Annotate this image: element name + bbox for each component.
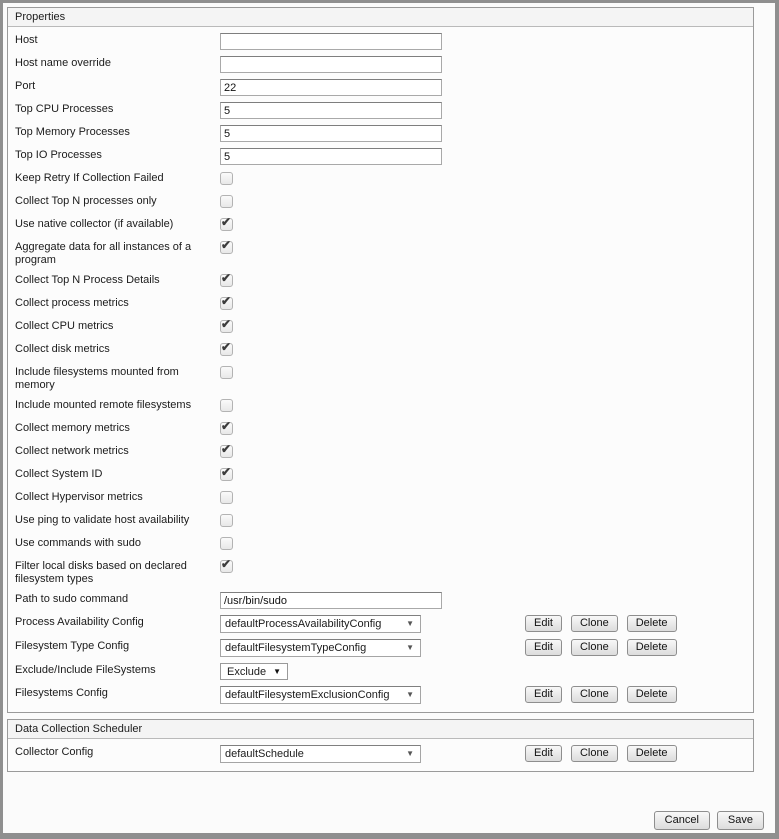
form-row-exclude-include-filesystems bbox=[15, 663, 753, 680]
filesystem-type-config-dropdown[interactable] bbox=[220, 639, 421, 657]
check-icon: ✔ bbox=[221, 442, 232, 456]
collect-process-metrics-checkbox[interactable] bbox=[220, 294, 233, 310]
dropdown-value: defaultFilesystemTypeConfig bbox=[225, 642, 367, 654]
exclude-include-filesystems-dropdown[interactable] bbox=[220, 663, 288, 680]
form-row-filter-local-disks-based-on-declared-filesystem-types bbox=[15, 559, 753, 586]
collect-top-n-process-details-checkbox[interactable] bbox=[220, 271, 233, 287]
form-row-use-ping-to-validate-host-availability bbox=[15, 513, 753, 530]
filesystem-type-config-label: Filesystem Type Config bbox=[15, 640, 130, 652]
filter-local-disks-based-on-declared-filesystem-types-checkbox[interactable] bbox=[220, 557, 233, 573]
process-availability-config-dropdown[interactable] bbox=[220, 615, 421, 633]
control-slot bbox=[220, 342, 525, 356]
host-input[interactable] bbox=[220, 33, 442, 50]
port-label: Port bbox=[15, 80, 36, 92]
form-row-host-name-override bbox=[15, 56, 753, 73]
include-filesystems-mounted-from-memory-label: Include filesystems mounted from memory bbox=[15, 366, 179, 391]
use-ping-to-validate-host-availability-label: Use ping to validate host availability bbox=[15, 514, 190, 526]
exclude-include-filesystems-label: Exclude/Include FileSystems bbox=[15, 664, 156, 676]
keep-retry-if-collection-failed-label: Keep Retry If Collection Failed bbox=[15, 172, 164, 184]
row-action-buttons bbox=[525, 745, 677, 762]
control-slot bbox=[220, 513, 525, 527]
control-slot bbox=[220, 490, 525, 504]
control-slot bbox=[220, 421, 525, 435]
host-label: Host bbox=[15, 34, 38, 46]
keep-retry-if-collection-failed-checkbox[interactable] bbox=[220, 172, 233, 185]
cancel-button[interactable]: Cancel bbox=[654, 811, 710, 830]
footer-actions bbox=[654, 811, 764, 830]
form-row-aggregate-data-for-all-instances-of-a-program bbox=[15, 240, 753, 267]
collect-network-metrics-label: Collect network metrics bbox=[15, 445, 129, 457]
filter-local-disks-based-on-declared-filesystem-types-label: Filter local disks based on declared filesystem types bbox=[15, 560, 187, 585]
control-slot bbox=[220, 194, 525, 208]
collector-config-label: Collector Config bbox=[15, 746, 94, 758]
form-row-collect-system-id bbox=[15, 467, 753, 484]
process-availability-config-label: Process Availability Config bbox=[15, 616, 144, 628]
use-native-collector-if-available-label: Use native collector (if available) bbox=[15, 218, 174, 230]
collect-cpu-metrics-label: Collect CPU metrics bbox=[15, 320, 114, 332]
control-slot bbox=[220, 444, 525, 458]
form-row-include-filesystems-mounted-from-memory bbox=[15, 365, 753, 392]
control-slot bbox=[220, 79, 525, 96]
collect-system-id-label: Collect System ID bbox=[15, 468, 103, 480]
panels-container bbox=[3, 7, 775, 772]
form-row-collect-memory-metrics bbox=[15, 421, 753, 438]
chevron-down-icon: ▼ bbox=[406, 619, 414, 628]
collect-hypervisor-metrics-label: Collect Hypervisor metrics bbox=[15, 491, 143, 503]
control-slot bbox=[220, 319, 525, 333]
form-row-filesystem-type-config bbox=[15, 639, 753, 657]
control-slot bbox=[220, 686, 525, 704]
control-slot bbox=[220, 559, 525, 573]
form-row-use-native-collector-if-available bbox=[15, 217, 753, 234]
check-icon: ✔ bbox=[221, 238, 232, 252]
control-slot bbox=[220, 639, 525, 657]
form-row-top-memory-processes bbox=[15, 125, 753, 142]
check-icon: ✔ bbox=[221, 557, 232, 571]
panel-body bbox=[8, 27, 753, 712]
control-slot bbox=[220, 663, 525, 680]
control-slot bbox=[220, 240, 525, 254]
top-cpu-processes-label: Top CPU Processes bbox=[15, 103, 114, 115]
form-row-collect-top-n-process-details bbox=[15, 273, 753, 290]
edit-button[interactable]: Edit bbox=[525, 686, 562, 703]
panel-body bbox=[8, 739, 753, 771]
delete-button[interactable]: Delete bbox=[627, 615, 677, 632]
edit-button[interactable]: Edit bbox=[525, 615, 562, 632]
form-row-host bbox=[15, 33, 753, 50]
form-row-collect-hypervisor-metrics bbox=[15, 490, 753, 507]
row-action-buttons bbox=[525, 639, 677, 656]
include-filesystems-mounted-from-memory-checkbox[interactable] bbox=[220, 366, 233, 379]
use-native-collector-if-available-checkbox[interactable] bbox=[220, 215, 233, 231]
collect-top-n-processes-only-label: Collect Top N processes only bbox=[15, 195, 157, 207]
top-io-processes-input[interactable] bbox=[220, 148, 442, 165]
control-slot bbox=[220, 536, 525, 550]
collect-hypervisor-metrics-checkbox[interactable] bbox=[220, 491, 233, 504]
use-commands-with-sudo-label: Use commands with sudo bbox=[15, 537, 141, 549]
check-icon: ✔ bbox=[221, 271, 232, 285]
use-commands-with-sudo-checkbox[interactable] bbox=[220, 537, 233, 550]
control-slot bbox=[220, 398, 525, 412]
form-row-collect-cpu-metrics bbox=[15, 319, 753, 336]
form-row-collect-network-metrics bbox=[15, 444, 753, 461]
chevron-down-icon: ▼ bbox=[273, 666, 282, 676]
collect-process-metrics-label: Collect process metrics bbox=[15, 297, 129, 309]
chevron-down-icon: ▼ bbox=[406, 643, 414, 652]
panel-data-collection-scheduler bbox=[7, 719, 754, 772]
path-to-sudo-command-input[interactable] bbox=[220, 592, 442, 609]
collector-config-dropdown[interactable] bbox=[220, 745, 421, 763]
delete-button[interactable]: Delete bbox=[627, 686, 677, 703]
clone-button[interactable]: Clone bbox=[571, 615, 618, 632]
control-slot bbox=[220, 615, 525, 633]
aggregate-data-for-all-instances-of-a-program-label: Aggregate data for all instances of a program bbox=[15, 241, 192, 266]
control-slot bbox=[220, 33, 525, 50]
use-ping-to-validate-host-availability-checkbox[interactable] bbox=[220, 514, 233, 527]
control-slot bbox=[220, 467, 525, 481]
control-slot bbox=[220, 125, 525, 142]
check-icon: ✔ bbox=[221, 340, 232, 354]
control-slot bbox=[220, 148, 525, 165]
control-slot bbox=[220, 171, 525, 185]
include-mounted-remote-filesystems-label: Include mounted remote filesystems bbox=[15, 399, 192, 411]
control-slot bbox=[220, 102, 525, 119]
panel-properties bbox=[7, 7, 754, 713]
port-input[interactable] bbox=[220, 79, 442, 96]
control-slot bbox=[220, 745, 525, 763]
row-action-buttons bbox=[525, 686, 677, 703]
filesystems-config-label: Filesystems Config bbox=[15, 687, 108, 699]
form-row-use-commands-with-sudo bbox=[15, 536, 753, 553]
form-row-process-availability-config bbox=[15, 615, 753, 633]
path-to-sudo-command-label: Path to sudo command bbox=[15, 593, 129, 605]
edit-button[interactable]: Edit bbox=[525, 745, 562, 762]
clone-button[interactable]: Clone bbox=[571, 639, 618, 656]
dropdown-value: defaultFilesystemExclusionConfig bbox=[225, 689, 390, 701]
form-row-collect-top-n-processes-only bbox=[15, 194, 753, 211]
dropdown-value: Exclude bbox=[227, 665, 267, 678]
delete-button[interactable]: Delete bbox=[627, 639, 677, 656]
include-mounted-remote-filesystems-checkbox[interactable] bbox=[220, 399, 233, 412]
top-cpu-processes-input[interactable] bbox=[220, 102, 442, 119]
control-slot bbox=[220, 365, 525, 379]
dropdown-value: defaultSchedule bbox=[225, 748, 304, 760]
chevron-down-icon: ▼ bbox=[406, 749, 414, 758]
form-row-include-mounted-remote-filesystems bbox=[15, 398, 753, 415]
form-row-collect-disk-metrics bbox=[15, 342, 753, 359]
check-icon: ✔ bbox=[221, 419, 232, 433]
top-io-processes-label: Top IO Processes bbox=[15, 149, 102, 161]
form-row-keep-retry-if-collection-failed bbox=[15, 171, 753, 188]
control-slot bbox=[220, 56, 525, 73]
control-slot bbox=[220, 273, 525, 287]
chevron-down-icon: ▼ bbox=[406, 690, 414, 699]
check-icon: ✔ bbox=[221, 215, 232, 229]
panel-title: Properties bbox=[8, 8, 753, 27]
form-row-path-to-sudo-command bbox=[15, 592, 753, 609]
form-row-top-cpu-processes bbox=[15, 102, 753, 119]
top-memory-processes-input[interactable] bbox=[220, 125, 442, 142]
form-row-collector-config bbox=[15, 745, 753, 763]
form-row-top-io-processes bbox=[15, 148, 753, 165]
control-slot bbox=[220, 217, 525, 231]
edit-button[interactable]: Edit bbox=[525, 639, 562, 656]
panel-title: Data Collection Scheduler bbox=[8, 720, 753, 739]
check-icon: ✔ bbox=[221, 294, 232, 308]
clone-button[interactable]: Clone bbox=[571, 745, 618, 762]
collect-cpu-metrics-checkbox[interactable] bbox=[220, 317, 233, 333]
collect-top-n-processes-only-checkbox[interactable] bbox=[220, 195, 233, 208]
collect-disk-metrics-checkbox[interactable] bbox=[220, 340, 233, 356]
delete-button[interactable]: Delete bbox=[627, 745, 677, 762]
clone-button[interactable]: Clone bbox=[571, 686, 618, 703]
filesystems-config-dropdown[interactable] bbox=[220, 686, 421, 704]
collect-memory-metrics-checkbox[interactable] bbox=[220, 419, 233, 435]
aggregate-data-for-all-instances-of-a-program-checkbox[interactable] bbox=[220, 238, 233, 254]
collect-top-n-process-details-label: Collect Top N Process Details bbox=[15, 274, 160, 286]
dropdown-value: defaultProcessAvailabilityConfig bbox=[225, 618, 382, 630]
host-name-override-label: Host name override bbox=[15, 57, 111, 69]
check-icon: ✔ bbox=[221, 465, 232, 479]
collect-network-metrics-checkbox[interactable] bbox=[220, 442, 233, 458]
check-icon: ✔ bbox=[221, 317, 232, 331]
top-memory-processes-label: Top Memory Processes bbox=[15, 126, 130, 138]
form-row-filesystems-config bbox=[15, 686, 753, 704]
control-slot bbox=[220, 296, 525, 310]
collect-memory-metrics-label: Collect memory metrics bbox=[15, 422, 130, 434]
collect-system-id-checkbox[interactable] bbox=[220, 465, 233, 481]
form-row-collect-process-metrics bbox=[15, 296, 753, 313]
host-name-override-input[interactable] bbox=[220, 56, 442, 73]
row-action-buttons bbox=[525, 615, 677, 632]
control-slot bbox=[220, 592, 525, 609]
save-button[interactable]: Save bbox=[717, 811, 764, 830]
collect-disk-metrics-label: Collect disk metrics bbox=[15, 343, 110, 355]
form-row-port bbox=[15, 79, 753, 96]
